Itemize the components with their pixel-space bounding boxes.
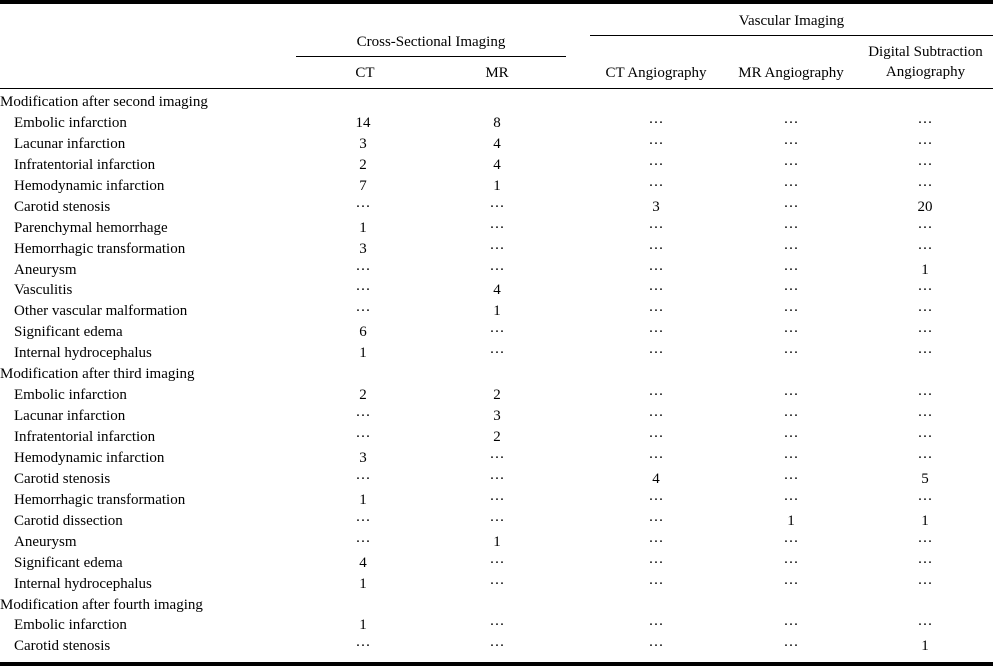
dsa-cell: ··· bbox=[917, 114, 933, 131]
ct-angiography-cell: 4 bbox=[652, 470, 660, 487]
dsa-column-header bbox=[858, 42, 993, 82]
mr-angiography-cell: ··· bbox=[783, 575, 799, 592]
dsa-cell: ··· bbox=[917, 177, 933, 194]
mr-cell: 1 bbox=[493, 303, 501, 320]
table-row bbox=[0, 113, 993, 134]
mr-cell: 4 bbox=[493, 135, 501, 152]
ct-cell: 3 bbox=[359, 135, 367, 152]
section-header-row bbox=[0, 364, 993, 385]
ct-angiography-cell: ··· bbox=[648, 156, 664, 173]
mr-angiography-cell: ··· bbox=[783, 324, 799, 341]
table-row bbox=[0, 469, 993, 490]
mr-cell: ··· bbox=[489, 491, 505, 508]
dsa-cell: ··· bbox=[917, 429, 933, 445]
row-label: Carotid dissection bbox=[14, 512, 123, 529]
table-row bbox=[0, 322, 993, 343]
row-label: Lacunar infarction bbox=[14, 408, 126, 425]
row-label: Embolic infarction bbox=[14, 114, 127, 131]
ct-angiography-cell: ··· bbox=[648, 387, 664, 404]
mr-angiography-cell: ··· bbox=[783, 219, 799, 236]
mr-cell: ··· bbox=[489, 512, 505, 529]
ct-angiography-cell: ··· bbox=[648, 345, 664, 362]
mr-cell: ··· bbox=[489, 449, 505, 466]
ct-cell: ··· bbox=[355, 638, 371, 655]
mr-cell: ··· bbox=[489, 198, 505, 215]
ct-cell: 4 bbox=[359, 554, 367, 571]
ct-cell: 7 bbox=[359, 177, 367, 194]
table-row bbox=[0, 301, 993, 322]
dsa-cell: ··· bbox=[917, 387, 933, 404]
row-label: Hemodynamic infarction bbox=[14, 177, 165, 194]
mr-angiography-column-header: MR Angiography bbox=[738, 65, 844, 81]
ct-cell: 1 bbox=[359, 219, 367, 236]
mr-angiography-cell: ··· bbox=[783, 261, 799, 278]
ct-cell: 14 bbox=[355, 114, 371, 131]
section-header-row bbox=[0, 92, 993, 113]
ct-angiography-cell: ··· bbox=[648, 177, 664, 194]
row-label: Significant edema bbox=[14, 324, 123, 341]
dsa-cell: ··· bbox=[917, 617, 933, 634]
table-row bbox=[0, 176, 993, 197]
mr-angiography-cell: ··· bbox=[783, 449, 799, 466]
ct-cell: 1 bbox=[359, 491, 367, 508]
ct-column-header: CT bbox=[355, 65, 375, 81]
row-label: Aneurysm bbox=[14, 261, 77, 278]
mr-angiography-cell: ··· bbox=[783, 408, 799, 425]
mr-column-header: MR bbox=[485, 65, 509, 81]
ct-angiography-cell: ··· bbox=[648, 617, 664, 634]
table-row bbox=[0, 155, 993, 176]
cross-sectional-group-rule bbox=[296, 56, 566, 57]
mr-cell: ··· bbox=[489, 575, 505, 592]
row-label: Carotid stenosis bbox=[14, 470, 111, 487]
ct-cell: 2 bbox=[359, 156, 367, 173]
mr-angiography-cell: ··· bbox=[783, 177, 799, 194]
row-label: Infratentorial infarction bbox=[14, 156, 156, 173]
ct-angiography-cell: ··· bbox=[648, 240, 664, 257]
ct-cell: 1 bbox=[359, 575, 367, 592]
ct-cell: 6 bbox=[359, 324, 367, 341]
mr-cell: ··· bbox=[489, 554, 505, 571]
table-row bbox=[0, 260, 993, 281]
dsa-cell: 20 bbox=[917, 198, 933, 215]
mr-angiography-cell: ··· bbox=[783, 638, 799, 655]
ct-angiography-cell: ··· bbox=[648, 554, 664, 571]
row-label: Significant edema bbox=[14, 554, 123, 571]
dsa-header-line2: Angiography bbox=[885, 64, 966, 80]
row-label: Embolic infarction bbox=[14, 387, 127, 404]
dsa-cell: ··· bbox=[917, 408, 933, 425]
ct-cell: ··· bbox=[355, 282, 371, 299]
section-label: Modification after third imaging bbox=[0, 366, 195, 383]
mr-angiography-cell: ··· bbox=[783, 282, 799, 299]
row-label: Hemodynamic infarction bbox=[14, 449, 165, 466]
ct-angiography-cell: 3 bbox=[652, 198, 660, 215]
table-row bbox=[0, 427, 993, 448]
row-label: Internal hydrocephalus bbox=[14, 575, 152, 592]
ct-angiography-cell: ··· bbox=[648, 219, 664, 236]
row-label: Internal hydrocephalus bbox=[14, 345, 152, 362]
ct-angiography-cell: ··· bbox=[648, 429, 664, 445]
ct-cell: ··· bbox=[355, 198, 371, 215]
table-row bbox=[0, 218, 993, 239]
mr-angiography-cell: ··· bbox=[783, 533, 799, 550]
mr-cell: ··· bbox=[489, 324, 505, 341]
table-row bbox=[0, 239, 993, 260]
dsa-cell: ··· bbox=[917, 135, 933, 152]
row-label: Aneurysm bbox=[14, 533, 77, 550]
ct-angiography-cell: ··· bbox=[648, 408, 664, 425]
cross-sectional-imaging-header: Cross-Sectional Imaging bbox=[356, 34, 506, 50]
dsa-header-line1: Digital Subtraction bbox=[868, 44, 983, 60]
mr-angiography-cell: ··· bbox=[783, 198, 799, 215]
mr-cell: 4 bbox=[493, 282, 501, 299]
dsa-cell: ··· bbox=[917, 219, 933, 236]
table-row bbox=[0, 385, 993, 406]
mr-cell: 2 bbox=[493, 387, 501, 404]
mr-cell: ··· bbox=[489, 617, 505, 634]
mr-angiography-cell: ··· bbox=[783, 345, 799, 362]
dsa-cell: ··· bbox=[917, 554, 933, 571]
mr-cell: 3 bbox=[493, 408, 501, 425]
row-label: Carotid stenosis bbox=[14, 198, 111, 215]
mr-angiography-cell: ··· bbox=[783, 429, 799, 445]
ct-angiography-cell: ··· bbox=[648, 114, 664, 131]
ct-angiography-cell: ··· bbox=[648, 512, 664, 529]
mr-cell: ··· bbox=[489, 470, 505, 487]
mr-angiography-cell: ··· bbox=[783, 387, 799, 404]
ct-cell: 3 bbox=[359, 449, 367, 466]
table-row bbox=[0, 280, 993, 301]
table-row bbox=[0, 134, 993, 155]
ct-angiography-cell: ··· bbox=[648, 324, 664, 341]
dsa-cell: ··· bbox=[917, 282, 933, 299]
ct-angiography-cell: ··· bbox=[648, 282, 664, 299]
mr-angiography-cell: ··· bbox=[783, 554, 799, 571]
ct-angiography-cell: ··· bbox=[648, 575, 664, 592]
table-row bbox=[0, 490, 993, 511]
row-label: Infratentorial infarction bbox=[14, 429, 156, 445]
ct-cell: 1 bbox=[359, 345, 367, 362]
ct-cell: ··· bbox=[355, 512, 371, 529]
ct-cell: 2 bbox=[359, 387, 367, 404]
dsa-cell: ··· bbox=[917, 533, 933, 550]
table-body bbox=[0, 92, 993, 657]
table-row bbox=[0, 615, 993, 636]
mr-cell: 1 bbox=[493, 177, 501, 194]
table-row bbox=[0, 448, 993, 469]
ct-angiography-cell: ··· bbox=[648, 449, 664, 466]
dsa-cell: 1 bbox=[921, 638, 929, 655]
ct-cell: ··· bbox=[355, 533, 371, 550]
row-label: Lacunar infarction bbox=[14, 135, 126, 152]
ct-cell: ··· bbox=[355, 408, 371, 425]
dsa-cell: ··· bbox=[917, 240, 933, 257]
ct-cell: 3 bbox=[359, 240, 367, 257]
section-label: Modification after second imaging bbox=[0, 94, 208, 110]
row-label: Embolic infarction bbox=[14, 617, 127, 634]
dsa-cell: 1 bbox=[921, 261, 929, 278]
ct-angiography-column-header: CT Angiography bbox=[605, 65, 707, 81]
mr-cell: ··· bbox=[489, 345, 505, 362]
table-row bbox=[0, 406, 993, 427]
mr-cell: ··· bbox=[489, 638, 505, 655]
vascular-imaging-header: Vascular Imaging bbox=[738, 13, 845, 29]
top-rule bbox=[0, 0, 993, 4]
dsa-cell: ··· bbox=[917, 575, 933, 592]
dsa-cell: ··· bbox=[917, 345, 933, 362]
ct-angiography-cell: ··· bbox=[648, 533, 664, 550]
ct-cell: ··· bbox=[355, 429, 371, 445]
mr-cell: 1 bbox=[493, 533, 501, 550]
mr-angiography-cell: ··· bbox=[783, 617, 799, 634]
row-label: Parenchymal hemorrhage bbox=[14, 219, 168, 236]
dsa-cell: ··· bbox=[917, 491, 933, 508]
table-row bbox=[0, 532, 993, 553]
dsa-cell: 5 bbox=[921, 470, 929, 487]
section-label: Modification after fourth imaging bbox=[0, 596, 203, 613]
mr-cell: 8 bbox=[493, 114, 501, 131]
ct-angiography-cell: ··· bbox=[648, 491, 664, 508]
mr-angiography-cell: ··· bbox=[783, 303, 799, 320]
table-row bbox=[0, 197, 993, 218]
table-row bbox=[0, 574, 993, 595]
mr-cell: ··· bbox=[489, 261, 505, 278]
table-row bbox=[0, 636, 993, 657]
ct-cell: ··· bbox=[355, 470, 371, 487]
ct-cell: ··· bbox=[355, 303, 371, 320]
row-label: Carotid stenosis bbox=[14, 638, 111, 655]
ct-angiography-cell: ··· bbox=[648, 261, 664, 278]
dsa-cell: ··· bbox=[917, 156, 933, 173]
dsa-cell: ··· bbox=[917, 324, 933, 341]
table-row bbox=[0, 553, 993, 574]
dsa-cell: ··· bbox=[917, 303, 933, 320]
header-rule bbox=[0, 88, 993, 89]
row-label: Vasculitis bbox=[14, 282, 73, 299]
bottom-rule bbox=[0, 662, 993, 666]
mr-cell: ··· bbox=[489, 219, 505, 236]
mr-angiography-cell: ··· bbox=[783, 156, 799, 173]
mr-angiography-cell: ··· bbox=[783, 491, 799, 508]
row-label: Hemorrhagic transformation bbox=[14, 240, 186, 257]
row-label: Other vascular malformation bbox=[14, 303, 188, 320]
ct-cell: ··· bbox=[355, 261, 371, 278]
mr-cell: 4 bbox=[493, 156, 501, 173]
dsa-cell: ··· bbox=[917, 449, 933, 466]
ct-cell: 1 bbox=[359, 617, 367, 634]
mr-angiography-cell: ··· bbox=[783, 135, 799, 152]
table-row bbox=[0, 343, 993, 364]
table-row bbox=[0, 511, 993, 532]
ct-angiography-cell: ··· bbox=[648, 638, 664, 655]
mr-angiography-cell: ··· bbox=[783, 240, 799, 257]
mr-cell: 2 bbox=[493, 429, 501, 445]
section-header-row bbox=[0, 595, 993, 616]
ct-angiography-cell: ··· bbox=[648, 303, 664, 320]
mr-cell: ··· bbox=[489, 240, 505, 257]
ct-angiography-cell: ··· bbox=[648, 135, 664, 152]
vascular-group-rule bbox=[590, 35, 993, 36]
dsa-cell: 1 bbox=[921, 512, 929, 529]
mr-angiography-cell: ··· bbox=[783, 114, 799, 131]
row-label: Hemorrhagic transformation bbox=[14, 491, 186, 508]
mr-angiography-cell: ··· bbox=[783, 470, 799, 487]
mr-angiography-cell: 1 bbox=[787, 512, 795, 529]
